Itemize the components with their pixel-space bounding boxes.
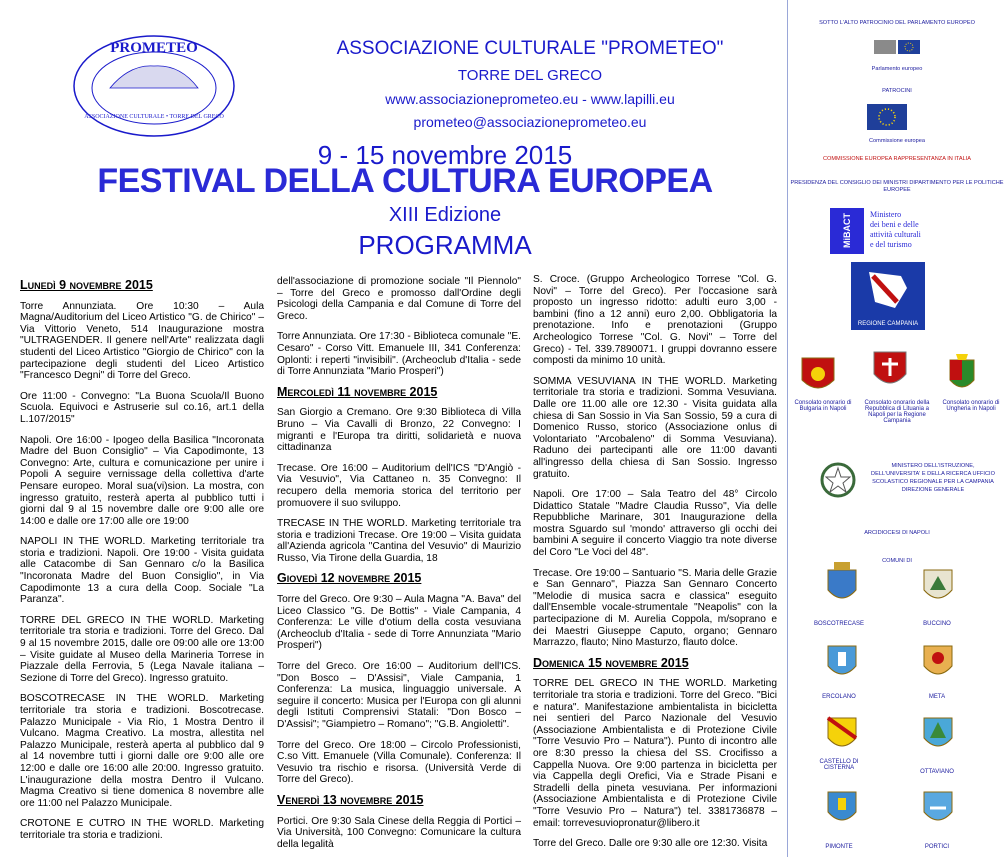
event-entry: dell'associazione di promozione sociale "Il Piennolo" – Torre del Greco e promosso dall'Ordine degli Psicologi della Campania e dal Comune di Torre del Greco. bbox=[277, 276, 521, 322]
town-label: BUCCINO bbox=[923, 621, 951, 627]
european-parliament-logo bbox=[872, 38, 922, 64]
event-entry: Trecase. Ore 16:00 – Auditorium dell'ICS "D'Angiò - Via Vesuvio", Via Cattaneo n. 35 Convegno: Il recupero della memoria storica del territorio per promuovere il suo sviluppo. bbox=[277, 462, 521, 509]
prometeo-logo bbox=[70, 30, 238, 138]
event-entry: Portici. Ore 9:30 Sala Cinese della Reggia di Portici – Via Università, 100 Convegno: Comunicare la cultura della legalità bbox=[277, 815, 521, 850]
patrocini-label: PATROCINI bbox=[882, 88, 912, 94]
mibact-name-line-2: dei beni e delle bbox=[870, 220, 919, 229]
italian-republic-emblem-icon bbox=[816, 458, 860, 506]
town-label: ERCOLANO bbox=[822, 694, 856, 700]
event-entry: BOSCOTRECASE IN THE WORLD. Marketing territoriale tra storia e tradizioni. Boscotrecase. Palazzo Municipale - Via Rio, 1 Mostra Dentro il Vulcano. Magma Creativo. La mostra, allestita nel Palazzo Municipale, resterà aperta al pubblico dal 9 al 14 novembre tutti i giorni dalle ore 9:00 alle ore 12:00 e dalle ore 16:00 alle 20:00. Ingresso gratuito. L'inaugurazione della mostra Dentro il Vulcano. Magma Creativo si tiene domenica 8 novembre alle ore 11:00 nel Palazzo Municipale. bbox=[20, 693, 264, 809]
lithuania-crest-icon bbox=[868, 346, 912, 394]
town-label: META bbox=[928, 694, 946, 700]
event-entry: NAPOLI IN THE WORLD. Marketing territoriale tra storia e tradizioni. Napoli. Ore 19:00 - Visita guidata alle Catacombe di San Gennaro c/o la Basilica "Incoronata Madre del Buon Consiglio", in Via Capodimonte 13 a cura della Coop. Sociale "La Paranza". bbox=[20, 536, 264, 606]
event-entry: Torre Annunziata. Ore 10:30 – Aula Magna/Auditorium del Liceo Artistico "G. de Chirico" – Via Vittorio Veneto, 514 Inaugurazione mostra "ULTRAGENDER. Il genere nell'Arte" realizzata dagli studenti del Liceo Artistico "Giorgio de Chirico" con la partecipazione degli studenti del Liceo Artistico "Francesco Degni" di Torre del Greco. bbox=[20, 300, 264, 382]
day-heading: Venerdì 13 novembre 2015 bbox=[277, 792, 424, 807]
event-entry: TORRE DEL GRECO IN THE WORLD. Marketing territoriale tra storia e tradizioni. Torre del Greco. "Bici e natura". Manifestazione ambientalista in bicicletta nei sentieri del Parco Nazionale del Vesuvio (Associazione Ambientalista e di Protezione Civile "Torre Vesuvio Pro – Natura"). Punto di incontro alle ore 8:30 presso la chiesa del SS. Crocifisso a Cappella Nuova. Ore 9:00 partenza in bicicletta per via Cappella degli Orefici, Via e Strade Pisani e Stradelli della pineta vesuviana. Per informazioni (Associazione Ambientalista e di Protezione Civile "Torre Vesuvio Pro – Natura") tel. 3381736878 – email: torrevesuviopronatur@libero.it bbox=[533, 678, 777, 829]
mibact-name-line-1: Ministero bbox=[870, 210, 902, 219]
comuni-label: COMUNI DI bbox=[882, 558, 912, 564]
town-label: BOSCOTRECASE bbox=[813, 621, 864, 627]
event-entry: Torre del Greco. Ore 16:00 – Auditorium dell'ICS. "Don Bosco – D'Assisi", Viale Campania, 1 Conferenza: La musica, linguaggio universale. A seguire il concerto: Musica per l'Europa con gli alunni degli Istituti Comprensivi Statali: "Don Bosco – D'Assisi"; "Giampietro – Romano"; "G.B. Angioletti". bbox=[277, 661, 521, 730]
presidency-label: PRESIDENZA DEL CONSIGLIO DEI MINISTRI DIPARTIMENTO PER LE POLITICHE EUROPEE bbox=[790, 180, 1004, 193]
association-city: TORRE DEL GRECO bbox=[457, 67, 603, 84]
pimonte-crest-icon bbox=[820, 782, 864, 830]
town-label: OTTAVIANO bbox=[920, 769, 954, 775]
castello-di-cisterna-crest-icon bbox=[820, 708, 864, 756]
logo-ring-text: ASSOCIAZIONE CULTURALE • TORRE DEL GRECO bbox=[84, 114, 224, 120]
meta-crest-icon bbox=[916, 636, 960, 684]
ep-caption: Parlamento europeo bbox=[871, 66, 923, 72]
event-entry: SOMMA VESUVIANA IN THE WORLD. Marketing territoriale tra storia e tradizioni. Somma Vesuviana. Dalle ore 11.00 alle ore 12.30 - Visita guidata alla chiesa di San Sossio in Via San Sossio, 59 a cura di Domenico Russo, storico (Associazione onlus di Volontariato "Arcobaleno" di Somma Vesuviana). Raduno dei partecipanti alle ore 11:00 davanti all'ingresso della chiesa di San Sossio. Ingresso gratuito. bbox=[533, 375, 777, 480]
boscotrecase-crest-icon bbox=[820, 560, 864, 608]
association-name: ASSOCIAZIONE CULTURALE "PROMETEO" bbox=[336, 38, 724, 59]
festival-title: FESTIVAL DELLA CULTURA EUROPEA bbox=[97, 162, 713, 200]
portici-crest-icon bbox=[916, 782, 960, 830]
day-heading: Domenica 15 novembre 2015 bbox=[533, 655, 689, 670]
event-entry: CROTONE E CUTRO IN THE WORLD. Marketing territoriale tra storia e tradizioni. bbox=[20, 818, 264, 841]
programme-column-3 bbox=[533, 274, 777, 857]
event-entry: Torre del Greco. Ore 18:00 – Circolo Professionisti, C.so Vitt. Emanuele (Villa Comunale). Conferenza: Il Vesuvio tra rischio e risorsa. (Università Verde di Torre del Greco). bbox=[277, 739, 521, 786]
event-entry: San Giorgio a Cremano. Ore 9:30 Biblioteca di Villa Bruno – Via Cavalli di Bronzo, 22 Convegno: I migranti e l'Europa tra diritti, solidarietà e nuova cittadinanza bbox=[277, 407, 521, 454]
consulate-bulgaria-label: Consolato onorario di Bulgaria in Napoli bbox=[794, 400, 852, 412]
european-commission-flag bbox=[867, 104, 907, 136]
event-entry: TRECASE IN THE WORLD. Marketing territoriale tra storia e tradizioni Trecase. Ore 19:00 – Visita guidata all'Azienda agricola "Cantina del Vesuvio" di Maurizio Russo, Via Tirone della Guardia, 18 bbox=[277, 518, 521, 564]
consulate-lithuania-label: Consolato onorario della Repubblica di Lituania a Napoli per la Regione Campania bbox=[864, 400, 930, 424]
logo-title: PROMETEO bbox=[110, 40, 198, 56]
event-entry: Torre del Greco. Dalle ore 9:30 alle ore 12:30. Visita bbox=[533, 838, 768, 850]
event-entry: S. Croce. (Gruppo Archeologico Torrese "Col. G. Novi" – Torre del Greco). Per l'occasione sarà proposto un ingresso ridotto: adulti euro 3,00 - bambini (fino a 12 anni) euro 2,00. Obbligatoria la prenotazione. Info e prenotazioni (Gruppo Archeologico Torrese "Col. G. Novi" – Torre del Greco) - Tel. 339.7890071. I gruppi dovranno essere composti da minimo 10 unità. bbox=[533, 274, 777, 367]
ec-representation-label: COMMISSIONE EUROPEA RAPPRESENTANZA IN ITALIA bbox=[822, 156, 972, 162]
campania-shape-icon bbox=[865, 268, 911, 314]
town-label: PIMONTE bbox=[825, 844, 853, 850]
edition-label: XIII Edizione bbox=[388, 204, 502, 226]
day-heading: Mercoledì 11 novembre 2015 bbox=[277, 384, 438, 399]
event-entry: Ore 11:00 - Convegno: "La Buona Scuola/Il Buono Scuola. Equivoci e Astruserie sul co.16, art.1 della L.107/2015" bbox=[20, 390, 264, 425]
event-entry: Trecase. Ore 19:00 – Santuario "S. Maria delle Grazie e San Gennaro", Piazza San Gennaro Concerto "Melodie di musica sacra e classica" eseguito dall'Ensemble vocale-strumentale "Neapolis" con la partecipazione di M. Aurelia Coppola, m/soprano e dei Maestri Giuseppe Caputo, organo; Gennaro Marrazzo, flauto; Nino Masturzo, flauto dolce. bbox=[533, 567, 777, 649]
buccino-crest-icon bbox=[916, 560, 960, 608]
programme-column-2 bbox=[277, 276, 521, 857]
email-link[interactable]: prometeo@associazioneprometeo.eu bbox=[413, 114, 647, 130]
ercolano-crest-icon bbox=[820, 636, 864, 684]
mibact-name-line-4: e del turismo bbox=[870, 240, 912, 249]
event-entry: Napoli. Ore 17:00 – Sala Teatro del 48° Circolo Didattico Statale "Madre Claudia Russo", Via delle Repubbliche Marinare, 301 Inaugurazione della mostra Sguardo sul 'mondo' attraverso gli occhi dei bambini A seguire il concerto Viaggio tra note diverse del Coro "Le Voci del 48". bbox=[533, 489, 777, 559]
festival-dates: 9 - 15 novembre 2015 bbox=[317, 140, 573, 170]
websites-link[interactable]: www.associazioneprometeo.eu - www.lapilli.eu bbox=[385, 91, 675, 107]
mibact-logo bbox=[830, 208, 960, 254]
event-entry: TORRE DEL GRECO IN THE WORLD. Marketing territoriale tra storia e tradizioni. Torre del Greco. Dal 9 al 15 novembre 2015, dalle ore 09:00 alle ore 13:00 – Visite guidate al Museo della Marineria Torrese in Piazzale della Ferrovia, 5 (Lega Navale italiana – Sezione di Torre del Greco). Ingresso gratuito. bbox=[20, 614, 264, 684]
event-entry: Napoli. Ore 16:00 - Ipogeo della Basilica "Incoronata Madre del Buon Consiglio" – Via Capodimonte, 13 Convegno: Arte, cultura e comunicazione per unire i Popoli A seguire vernissage della collettiva d'arte Pensare europeo. Moral sua(vi)sion. La mostra, con ingresso gratuito, resterà aperta al pubblico tutti i giorni dal 9 al 15 novembre dalle ore 9:00 alle ore 14:00 e dalle ore 17:00 alle ore 19:00 bbox=[20, 434, 264, 527]
town-label: CASTELLO DI CISTERNA bbox=[819, 759, 859, 771]
day-heading: Lunedì 9 novembre 2015 bbox=[20, 278, 153, 292]
patronage-label: SOTTO L'ALTO PATROCINIO DEL PARLAMENTO EUROPEO bbox=[819, 20, 975, 26]
ec-caption: Commissione europea bbox=[869, 138, 925, 144]
hungary-crest-icon bbox=[940, 350, 984, 398]
mibact-name-line-3: attività culturali bbox=[870, 230, 921, 239]
consulate-hungary-label: Consolato onorario di Ungheria in Napoli bbox=[942, 400, 1000, 412]
programme-column-1 bbox=[20, 274, 264, 851]
mibact-abbreviation: MiBACT bbox=[830, 208, 864, 254]
day-heading: Giovedì 12 novembre 2015 bbox=[277, 571, 422, 586]
event-entry: Torre del Greco. Ore 9:30 – Aula Magna "A. Bava" del Liceo Classico "G. De Bottis" - Viale Campania, 4 Conferenza: Le ville d'otium della costa vesuviana (Archeoclub d'Italia - sede di Torre Annunziata "Mario Prosperi") bbox=[277, 594, 521, 652]
campania-label: REGIONE CAMPANIA bbox=[857, 321, 919, 327]
bulgaria-crest-icon bbox=[796, 350, 840, 398]
patrons-sidebar bbox=[787, 0, 1005, 857]
diocese-label: ARCIDIOCESI DI NAPOLI bbox=[864, 530, 930, 536]
ottaviano-crest-icon bbox=[916, 708, 960, 756]
event-entry: Torre Annunziata. Ore 17:30 - Biblioteca comunale "E. Cesaro" - Corso Vitt. Emanuele III, 341 Conferenza: Oplonti: i reperti "invisibili". (Archeoclub d'Italia - sede di Torre Annunziata "Mario Prosperi") bbox=[277, 331, 521, 378]
regione-campania-logo bbox=[851, 262, 925, 330]
miur-label: MINISTERO DELL'ISTRUZIONE, DELL'UNIVERSITA' E DELLA RICERCA UFFICIO SCOLASTICO REGIONALE PER LA CAMPANIA DIREZIONE GENERALE bbox=[871, 463, 995, 493]
town-label: PORTICI bbox=[924, 844, 950, 850]
programme-heading: PROGRAMMA bbox=[358, 230, 532, 260]
